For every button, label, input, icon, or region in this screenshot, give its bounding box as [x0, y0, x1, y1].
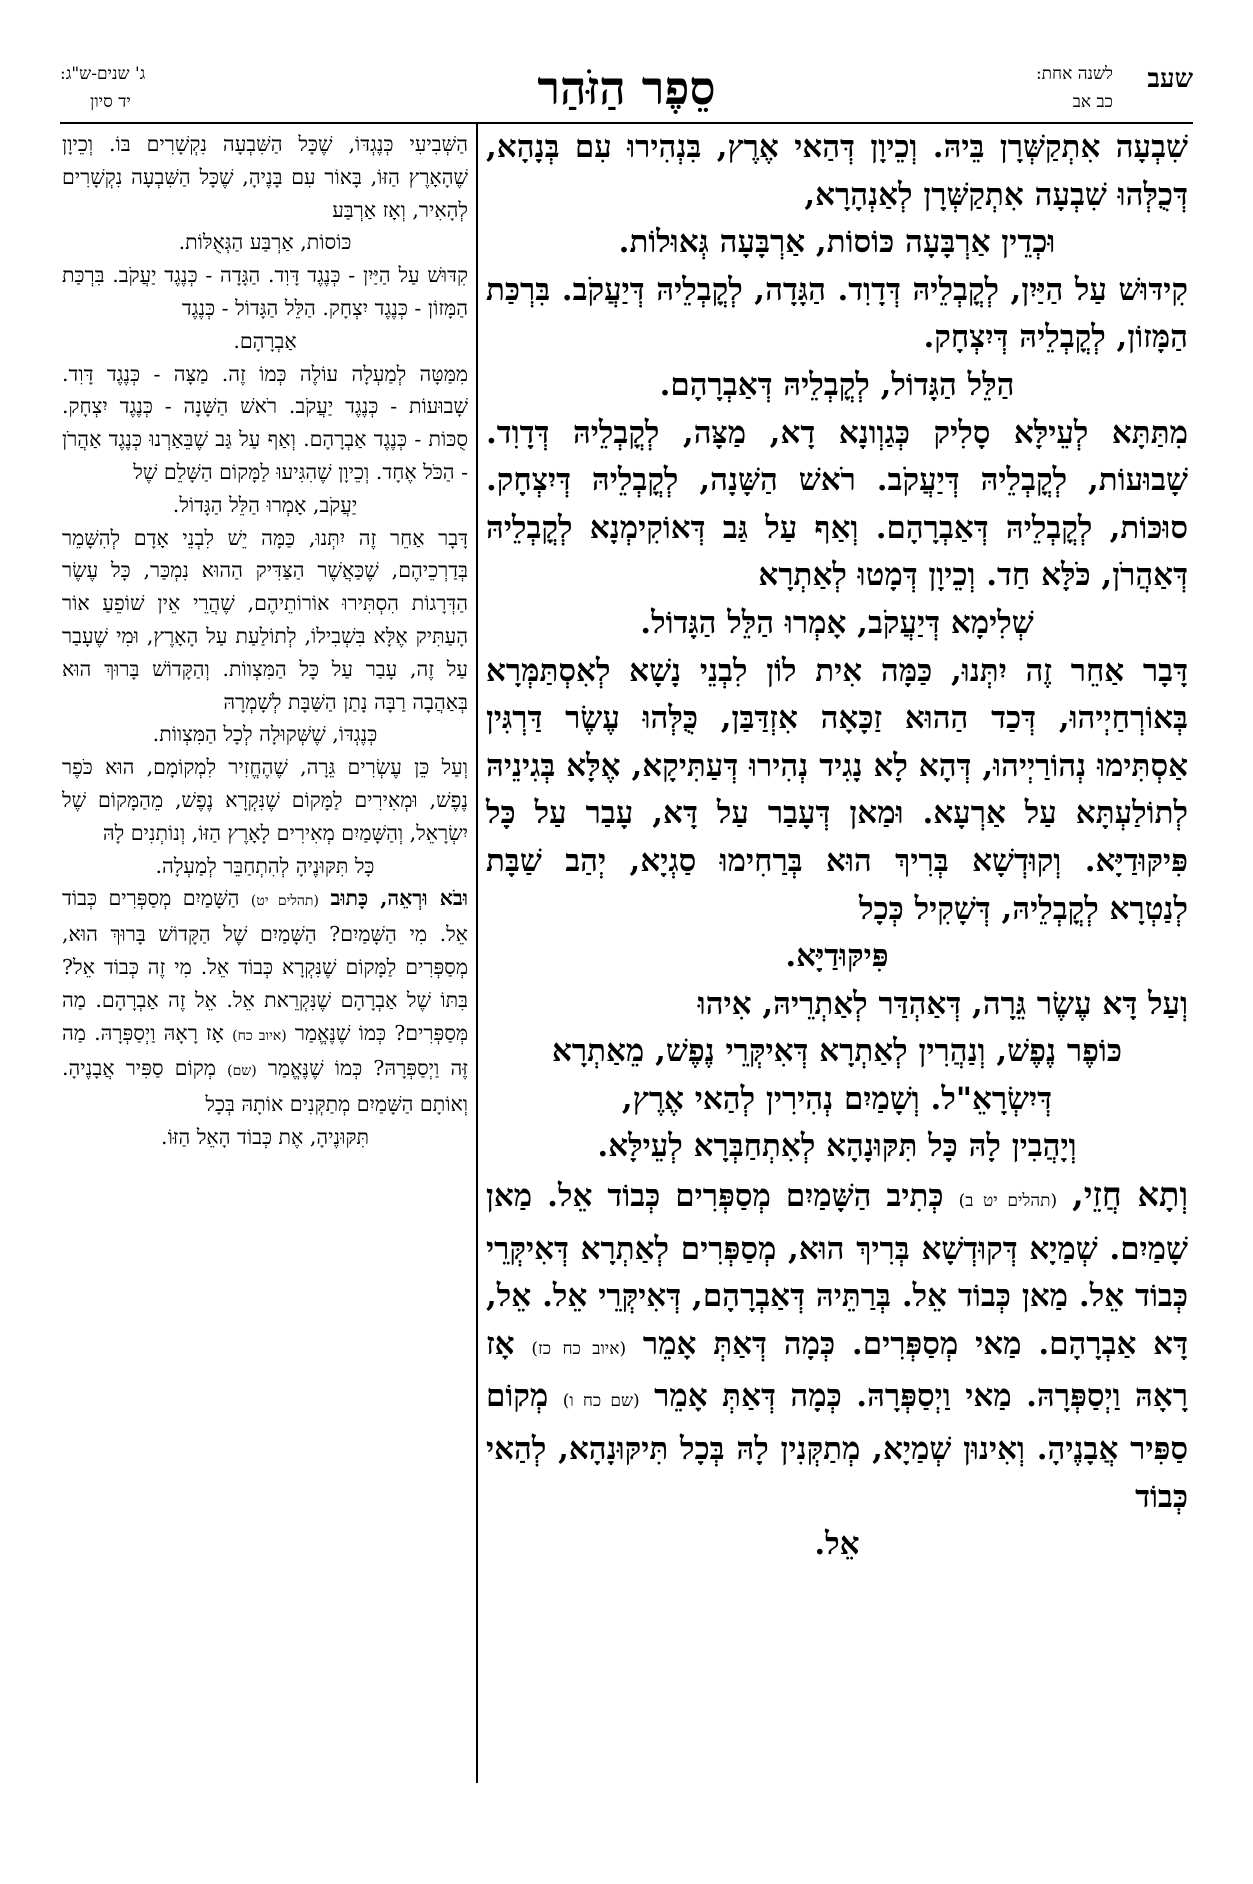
main-paragraph-end: שְׁלִימָא דְּיַעֲקֹב, אָמְרוּ הַלֵּל הַגָּדוֹל.	[640, 604, 1034, 641]
date-one-year: כב אב	[1072, 92, 1113, 112]
verse-reference: (שם)	[227, 1063, 257, 1080]
side-text: מְקוֹם סַפִּיר אֲבָנֶיהָ. וְאוֹתָם הַשָּׁמַיִם מְתַקְּנִים אוֹתָהּ בְּכָל	[62, 1056, 468, 1117]
side-paragraph: מִמַּטָּה לְמַעְלָה עוֹלֶה כְּמוֹ זֶה. מַצָּה - כְּנֶגֶד דָּוִד. שָׁבוּעוֹת - כְּנֶגֶד יַעֲקֹב. רֹאשׁ הַשָּׁנָה - כְּנֶגֶד יִצְחָק. סֻכּוֹת - כְּנֶגֶד אַבְרָהָם. וְאַף עַל גַּב שֶׁבֵּאַרְנוּ כְּנֶגֶד אַהֲרֹן - הַכֹּל אֶחָד. וְכֵיוָן שֶׁהִגִּיעוּ לַמָּקוֹם הַשָּׁלֵם שֶׁל	[62, 361, 468, 484]
paragraph-opening: וּבֹא וּרְאֵה, כָּתוּב	[330, 886, 468, 911]
verse-reference: (תהלים יט)	[250, 893, 319, 910]
schedule-three-years: ג' שנים-ש"ג:	[60, 64, 146, 84]
hebrew-translation-column	[62, 128, 468, 1788]
side-paragraph-end: תִּקּוּנֶיהָ, אֶת כְּבוֹד הָאֵל הַזּוֹ.	[161, 1124, 369, 1149]
main-paragraph-end: וּכְדֵין אַרְבָּעָה כּוֹסוֹת, אַרְבָּעָה גְּאוּלוֹת.	[618, 224, 1056, 261]
side-paragraph: וְעַל כֵּן עֶשְׂרִים גֵּרָה, שֶׁהֶחֱזִיר לִמְקוֹמָם, הוּא כֹּפֶר נֶפֶשׁ, וּמְאִירִים לַמָּקוֹם שֶׁנִּקְרָא נֶפֶשׁ, מֵהַמָּקוֹם שֶׁל יִשְׂרָאֵל, וְהַשָּׁמַיִם מְאִירִים לָאָרֶץ הַזּוֹ, וְנוֹתְנִים לָהּ	[62, 755, 468, 845]
side-paragraph-end: כְּנֶגְדּוֹ, שֶׁשְּׁקוּלָה לְכָל הַמִּצְווֹת.	[152, 722, 378, 747]
main-text: אָז רָאָהּ וַיְסַפְּרָהּ. מַאי וַיְסַפְּרָהּ. כְּמָה דְּאַתְּ אָמֵר	[486, 1325, 1188, 1415]
main-paragraph	[486, 1171, 1188, 1521]
book-title: סֵפֶר הַזֹּהַר	[537, 61, 716, 115]
side-paragraph-end: כָּל תִּקּוּנֶיהָ לְהִתְחַבֵּר לְמַעְלָה.	[155, 853, 375, 878]
page-header	[60, 60, 1193, 124]
side-paragraph-end: יַעֲקֹב, אָמְרוּ הַלֵּל הַגָּדוֹל.	[172, 492, 358, 517]
schedule-one-year: לשנה אחת:	[1035, 64, 1113, 84]
main-paragraph: שִׁבְעָה אִתְקַשְּׁרָן בֵּיהּ. וְכֵיוָן דְּהַאי אֶרֶץ, בִּנְהִירוּ עִם בְּנָהָא, דְּכֻלְּהוּ שִׁבְעָה אִתְקַשְּׁרָן לְאַנְהָרָא,	[486, 129, 1188, 213]
side-text: אָז רָאָהּ וַיְסַפְּרָהּ. מַה זֶּה וַיְסַפְּרָהּ? כְּמוֹ שֶׁנֶּאֱמַר	[62, 1020, 468, 1081]
aramaic-text-column	[486, 124, 1188, 1784]
header-left	[60, 60, 340, 124]
verse-reference: (שם כח ו)	[562, 1391, 640, 1412]
main-paragraph-end: פִּיקּוּדַיָּא.	[785, 938, 889, 975]
main-paragraph: דָּבָר אַחֵר זֶה יִתְּנוּ, כַּמָּה אִית לוֹן לִבְנֵי נָשָׁא לְאִסְתַּמְּרָא בְּאוֹרְחַיְיהוּ, דְּכַד הַהוּא זַכָּאָה אִזְדַּבַּן, כֻּלְּהוּ עֶשֶׂר דַּרְגִּין אַסְתִּימוּ נְהוֹרַיְיהוּ, דְּהָא לָא נָגִיד נְהִירוּ דְּעַתִּיקָא, אֶלָּא בְּגִינֵיהּ לְתוֹלַעְתָּא עַל אַרְעָא. וּמַאן דְּעָבַר עַל דָּא, עָבַר עַל כָּל פִּיקּוּדַיָּא. וְקוּדְשָׁא בְּרִיךְ הוּא בְּרַחִימוּ סַגְיָא, יְהַב שַׁבָּת לְנַטְרָא לְקֳבְלֵיהּ, דְּשָׁקִיל כְּכָל	[486, 652, 1188, 927]
verse-reference: (איוב כח כז)	[531, 1338, 627, 1359]
date-three-years: יד סיון	[90, 92, 131, 112]
side-text: הַשָּׁמַיִם מְסַפְּרִים כְּבוֹד אֵל. מִי הַשָּׁמַיִם? הַשָּׁמַיִם שֶׁל הַקָּדוֹשׁ בָּרוּךְ הוּא, מְסַפְּרִים לַמָּקוֹם שֶׁנִּקְרָא כְּבוֹד אֵל. מִי זֶה כְּבוֹד אֵל? בִּתּוֹ שֶׁל אַבְרָהָם שֶׁנִּקְרֵאת אֵל. אֵל זֶה אַבְרָהָם. מַה מְּסַפְּרִים? כְּמוֹ שֶׁנֶּאֱמַר	[62, 886, 469, 1045]
main-paragraph-end: אֵל.	[814, 1526, 860, 1563]
main-paragraph: כּוֹפֶר נֶפֶשׁ, וְנַהֲרִין לְאַתְרָא דְּאִיקְּרֵי נֶפֶשׁ, מֵאַתְרָא דְּיִשְׂרָאֵ"ל. וְשָׁמַיִם נְהִירִין לְהַאי אֶרֶץ,	[551, 1033, 1123, 1117]
verse-reference: (תהלים יט ב)	[958, 1191, 1058, 1212]
main-paragraph: וְעַל דָּא עֶשֶׂר גֵּרָה, דְּאַהְדַּר לְאַתְרֵיהּ, אִיהוּ	[697, 985, 1188, 1022]
main-paragraph: קִידּוּשׁ עַל הַיַּיִן, לְקֳבְלֵיהּ דְּדָוִד. הַגָּדָה, לְקֳבְלֵיהּ דְּיַעֲקֹב. בִּרְכַּת הַמָּזוֹן, לְקֳבְלֵיהּ דְּיִצְחָק.	[486, 271, 1188, 356]
main-paragraph-end: וְיָהֲבִין לָהּ כָּל תִּקּוּנָהָא לְאִתְחַבְּרָא לְעֵילָּא.	[597, 1128, 1077, 1165]
side-paragraph-end: אַבְרָהָם.	[233, 328, 297, 353]
main-paragraph-end: הַלֵּל הַגָּדוֹל, לְקֳבְלֵיהּ דְּאַבְרָהָם.	[659, 366, 1015, 403]
side-paragraph: קִדּוּשׁ עַל הַיַּיִן - כְּנֶגֶד דָּוִד. הַגָּדָה - כְּנֶגֶד יַעֲקֹב. בִּרְכַּת הַמָּזוֹן - כְּנֶגֶד יִצְחָק. הַלֵּל הַגָּדוֹל - כְּנֶגֶד	[62, 263, 468, 320]
main-text: כְּתִיב הַשָּׁמַיִם מְסַפְּרִים כְּבוֹד אֵל. מַאן שָׁמַיִם. שְׁמַיָא דְּקוּדְשָׁא בְּרִיךְ הוּא, מְסַפְּרִים לְאַתְרָא דְּאִיקְּרֵי כְּבוֹד אֵל. מַאן כְּבוֹד אֵל. בְּרַתֵּיהּ דְּאַבְרָהָם, דְּאִיקְּרֵי אֵל. אֵל, דָּא אַבְרָהָם. מַאי מְסַפְּרִים. כְּמָה דְּאַתְּ אָמֵר	[486, 1178, 1188, 1362]
side-paragraph-end: כּוֹסוֹת, אַרְבַּע הַגְּאֻלּוֹת.	[178, 230, 352, 255]
main-text: מְקוֹם סַפִּיר אֲבָנֶיהָ. וְאִינוּן שְׁמַיָא, מְתַקְּנִין לָהּ בְּכָל תִּיקּוּנָהָא, לְהַאי כְּבוֹד	[486, 1378, 1188, 1515]
side-paragraph	[62, 882, 468, 1121]
main-paragraph: מִתַּתָּא לְעֵילָּא סָלִיק כְּגַוְונָא דָא, מַצָּה, לְקֳבְלֵיהּ דְּדָוִד. שָׁבוּעוֹת, לְקֳבְלֵיהּ דְּיַעֲקֹב. רֹאשׁ הַשָּׁנָה, לְקֳבְלֵיהּ דְּיִצְחָק. סוּכּוֹת, לְקֳבְלֵיהּ דְּאַבְרָהָם. וְאַף עַל גַּב דְּאוֹקִימְנָא לְקֳבְלֵיהּ דְּאַהֲרֹן, כֹּלָּא חַד. וְכֵיוָן דְּמָטוּ לְאַתְרָא	[486, 414, 1188, 594]
side-paragraph: הַשְּׁבִיעִי כְּנֶגְדּוֹ, שֶׁכָּל הַשִּׁבְעָה נִקְשָׁרִים בּוֹ. וְכֵיוָן שֶׁהָאָרֶץ הַזּוֹ, בָּאוֹר עִם בָּנֶיהָ, שֶׁכָּל הַשִּׁבְעָה נִקְשָׁרִים לְהָאִיר, וְאָז אַרְבַּע	[62, 132, 468, 222]
side-paragraph: דָּבָר אַחֵר זֶה יִתְּנוּ, כַּמָּה יֵשׁ לִבְנֵי אָדָם לְהִשָּׁמֵר בְּדַרְכֵיהֶם, שֶׁכַּאֲשֶׁר הַצַּדִּיק הַהוּא נִמְכַּר, כָּל עֶשֶׂר הַדְּרָגוֹת הִסְתִּירוּ אוֹרוֹתֵיהֶם, שֶׁהֲרֵי אֵין שׁוֹפֵעַ אוֹר הָעַתִּיק אֶלָּא בִּשְׁבִילוֹ, לְתוֹלַעַת עַל הָאָרֶץ, וּמִי שֶׁעָבַר עַל זֶה, עָבַר עַל כָּל הַמִּצְווֹת. וְהַקָּדוֹשׁ בָּרוּךְ הוּא בְּאַהֲבָה רַבָּה נָתַן הַשַּׁבָּת לְשָׁמְרָהּ	[62, 525, 468, 714]
paragraph-opening: וְתָא חֲזֵי,	[1072, 1175, 1189, 1215]
column-separator	[476, 123, 478, 1783]
verse-reference: (איוב כח)	[232, 1027, 287, 1044]
page-number: שעב	[1147, 64, 1193, 94]
